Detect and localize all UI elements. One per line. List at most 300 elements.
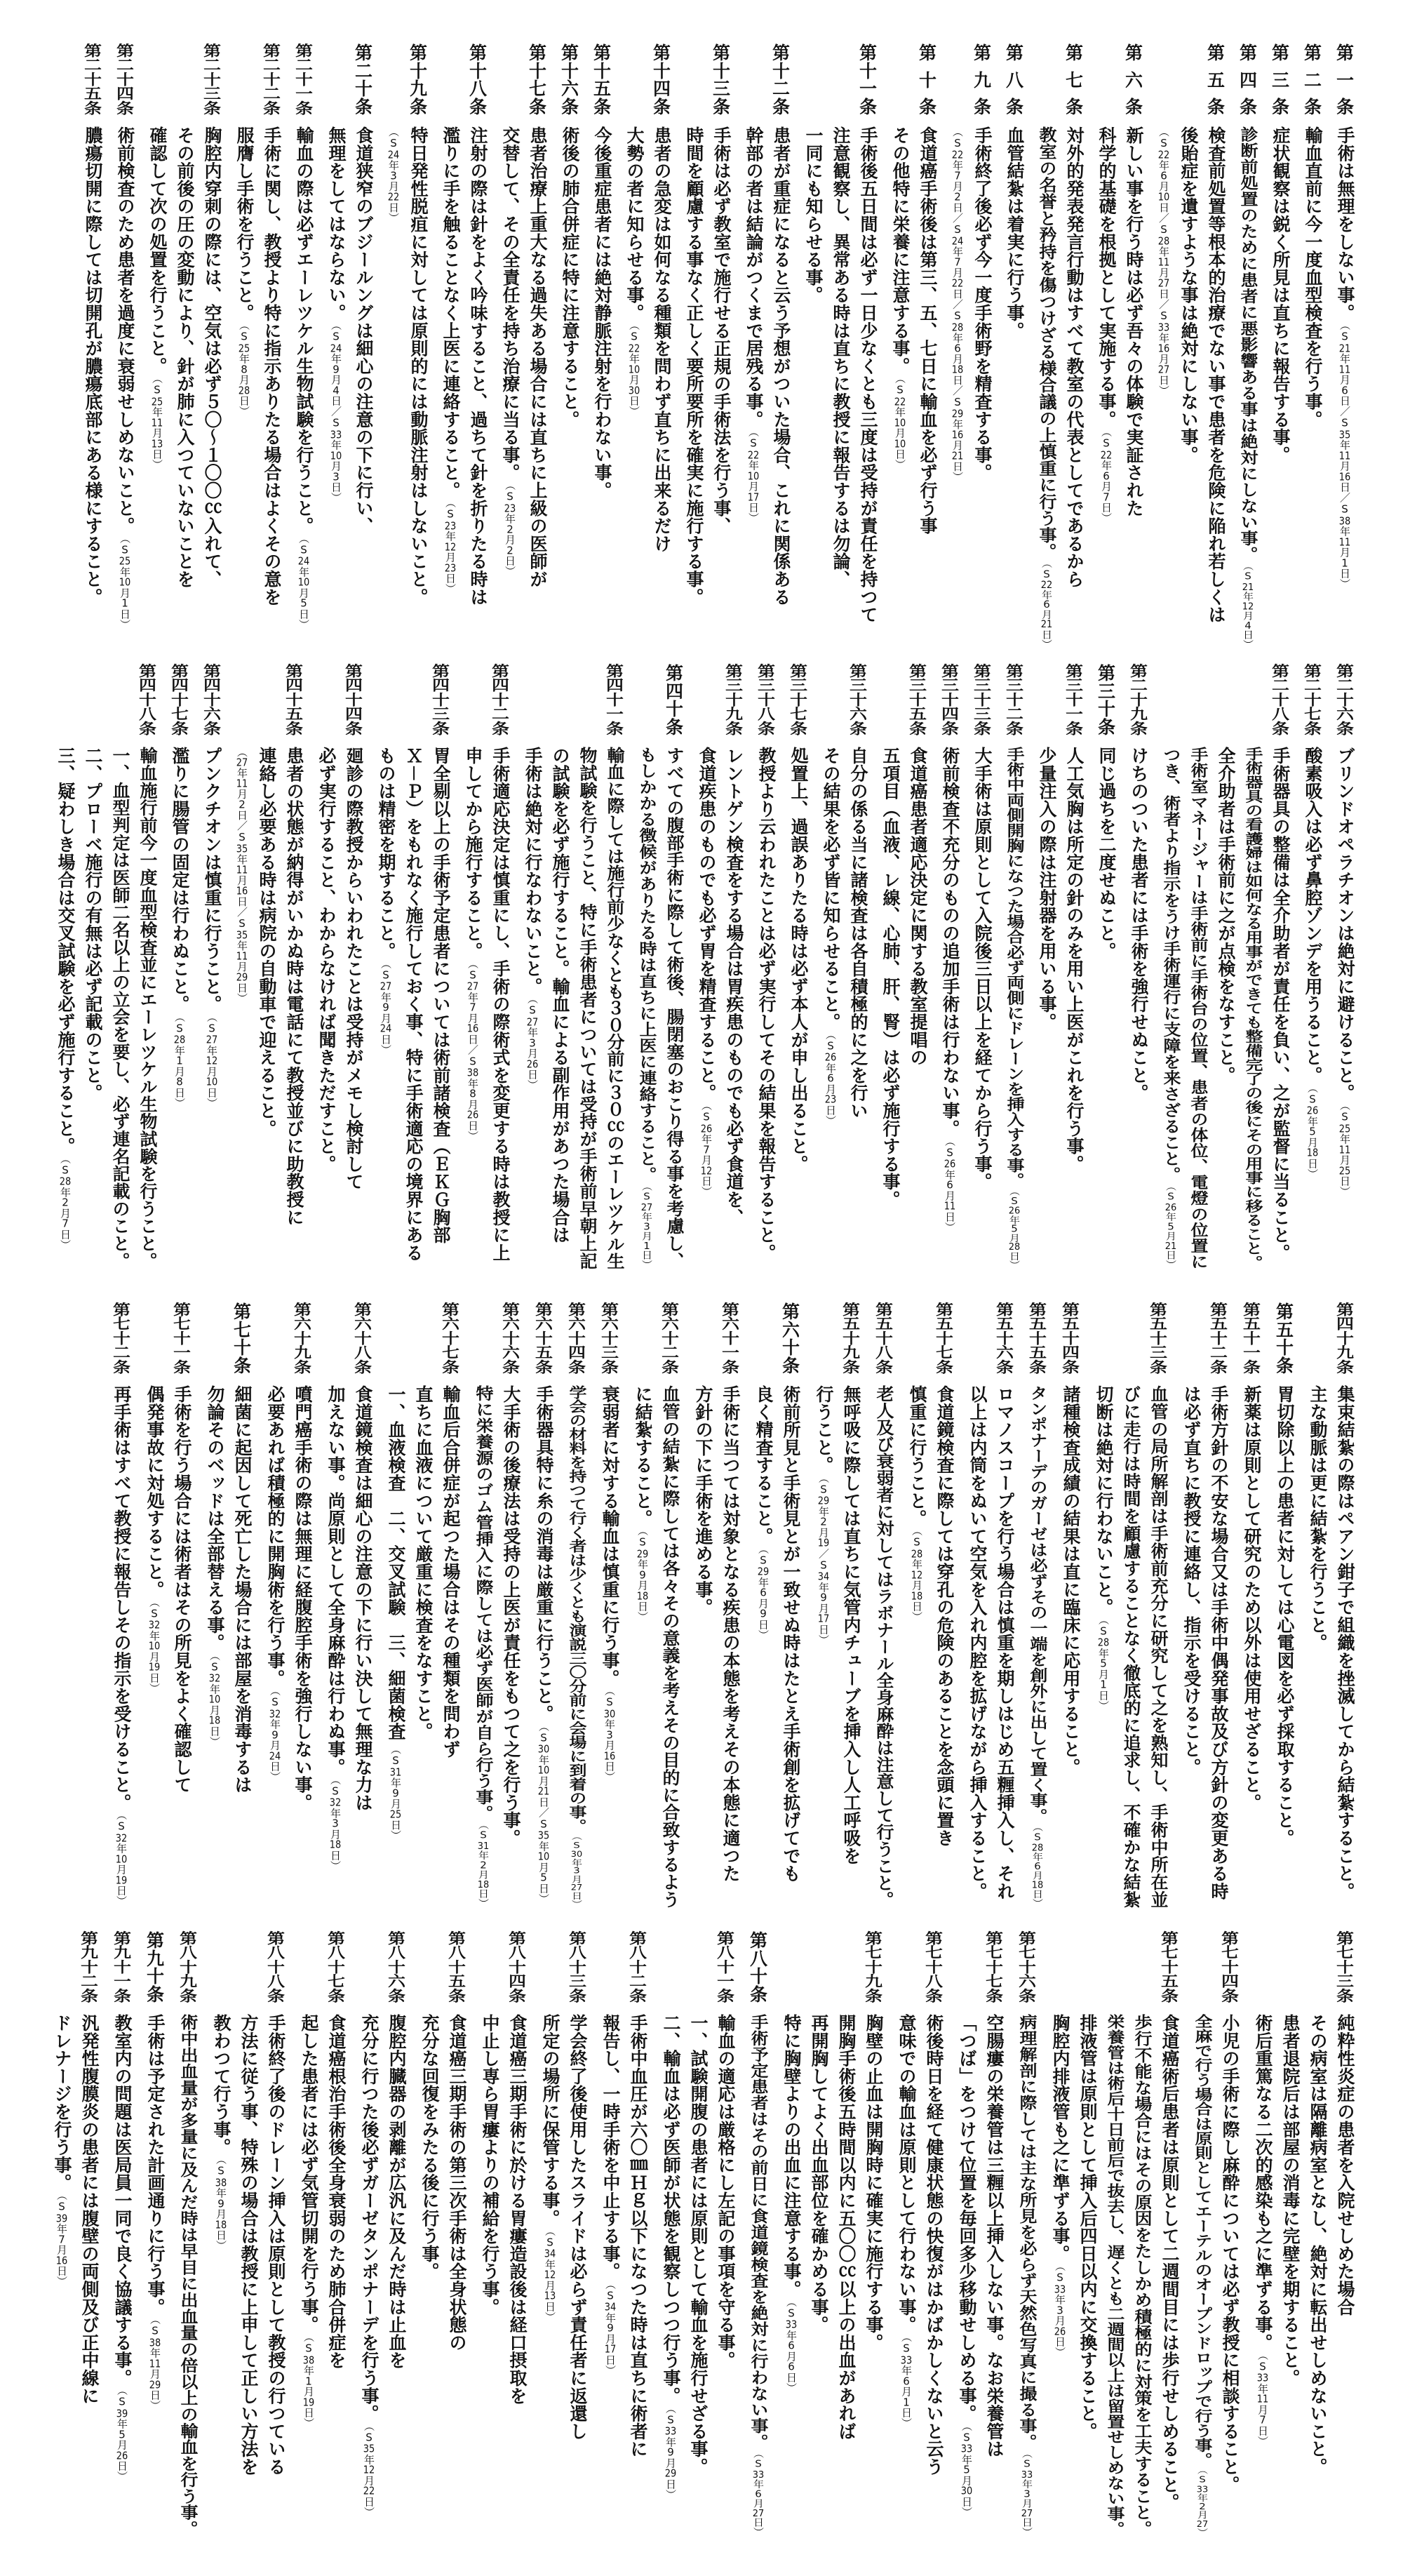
date-token: 6 <box>954 343 961 354</box>
article-line-text: 衰弱者に対する輸血は慎重に行う事。 <box>600 1385 620 1688</box>
date-token: S <box>1242 570 1254 582</box>
revision-date-line <box>231 747 253 1003</box>
article-number-char: 八 <box>180 1944 198 1961</box>
article-line <box>838 1385 865 1864</box>
article-number-char: 五 <box>535 1344 553 1361</box>
article-line-text: 交替して、その全責任を持ち治療に当る事。 <box>500 126 521 481</box>
date-token: 32 <box>115 1832 128 1843</box>
date-token: S <box>1021 2458 1033 2470</box>
article-number-char: 十 <box>180 1958 198 1976</box>
article-line <box>1299 747 1327 1179</box>
date-token: 4 <box>1244 620 1251 630</box>
article-number <box>290 44 318 116</box>
date-token: 26 <box>1164 1202 1177 1213</box>
article-line <box>920 2014 948 2476</box>
date-token: 6 <box>946 1180 953 1191</box>
date-token: 11 <box>944 1201 956 1212</box>
article-line-text: 集束結紮の際はペアン鉗子で組織を挫滅してから結紮すること。 <box>1335 1385 1355 1900</box>
article-number <box>323 1932 350 2003</box>
article-item <box>745 1932 772 2563</box>
article-column <box>991 1303 1019 1935</box>
article-number-char: 十 <box>1066 691 1084 709</box>
article-number-char: 十 <box>432 691 450 709</box>
date-token: 2 <box>480 1860 487 1870</box>
article-number-char: 四 <box>941 705 960 723</box>
article-number-char: 条 <box>203 100 222 117</box>
date-token: S <box>1157 309 1170 322</box>
article-number <box>504 1932 531 2003</box>
date-token: 35 <box>1338 429 1351 440</box>
date-token: 1 <box>121 598 128 609</box>
article-number-char: 六 <box>850 705 868 723</box>
article-line <box>629 1385 657 1622</box>
article-line <box>459 747 487 1141</box>
date-token: 29 <box>236 972 248 982</box>
date-token: S <box>1306 1093 1319 1106</box>
article-line-text: 術中出血量が多量に及んだ時は早目に出血量の倍以上の輸血を行う事。 <box>178 2014 199 2537</box>
article-number-char: 条 <box>294 1359 312 1376</box>
date-token: 28 <box>173 1034 186 1045</box>
article-column <box>530 1303 558 1935</box>
article-item <box>382 1303 464 1935</box>
article-line <box>262 2014 290 2476</box>
article-number <box>76 1932 103 2003</box>
revision-date-line <box>946 126 969 482</box>
article-number-char: 三 <box>1006 677 1024 694</box>
date-token: S <box>148 1607 161 1620</box>
article-number-char: 条 <box>662 1359 680 1376</box>
revision-date: （S33年11月7日） <box>1256 2354 1269 2447</box>
revision-date: （S39年5月26日） <box>116 2390 128 2482</box>
date-token: 7 <box>469 1002 476 1013</box>
article-number-char: 二 <box>113 1344 131 1361</box>
date-token: 18 <box>208 1715 221 1726</box>
article-line-text: 食道疾患のものでも必ず胃を精査すること。 <box>697 747 717 1102</box>
article-column <box>953 1932 981 2563</box>
article-number-char: 第 <box>1066 662 1084 680</box>
article-number-char: 十 <box>875 1330 894 1347</box>
article-number-char: 条 <box>1221 1987 1240 2005</box>
article-column <box>383 1932 410 2563</box>
article-number-char: 十 <box>722 1330 740 1347</box>
article-line-text: 手術は予定された計画通りに行う事。 <box>145 2014 166 2316</box>
date-token: S <box>206 1022 218 1034</box>
article-column <box>107 665 134 1296</box>
date-token: 10 <box>894 417 906 428</box>
article-number <box>1267 662 1294 738</box>
date-token: 9 <box>667 2447 674 2458</box>
article-line <box>833 2014 860 2440</box>
article-line-text: 勿論そのベッドは全部替える事。 <box>205 1385 225 1652</box>
article-number-char: 条 <box>1240 97 1258 117</box>
article-column <box>1212 665 1240 1296</box>
article-number-char: 第 <box>843 1301 861 1319</box>
date-token: S <box>466 1055 479 1068</box>
article-line <box>805 2014 833 2333</box>
article-number-char: 第 <box>875 1301 894 1319</box>
date-token: 8 <box>241 363 248 375</box>
date-token: 6 <box>788 2340 795 2351</box>
article-line <box>350 126 377 535</box>
article-number-char: 九 <box>865 1973 883 1990</box>
date-token: 33 <box>752 2469 765 2480</box>
article-line <box>295 2014 323 2429</box>
article-line <box>1304 2014 1331 2476</box>
date-token: 11 <box>236 778 248 789</box>
article-number-char: 八 <box>1272 705 1290 723</box>
article-number <box>199 662 226 738</box>
article-number-char: 五 <box>1029 1344 1047 1361</box>
date-token: 10 <box>208 1694 221 1704</box>
article-number-char: 十 <box>1276 1337 1294 1359</box>
article-line <box>1001 747 1028 1269</box>
revision-date: （S33年3月27日） <box>1021 2453 1033 2537</box>
article-column <box>981 1932 1008 2563</box>
date-token: S <box>911 1535 923 1549</box>
revision-date: （S33年5月30日） <box>960 2425 973 2518</box>
article-number <box>1093 665 1120 736</box>
article-column <box>497 1303 525 1935</box>
article-line-text: 大勢の者に知らせる事。 <box>624 126 645 322</box>
article-line-text: ロマノスコープを行う場合は慎重を期しはじめ五糎挿入し、それ <box>995 1385 1015 1900</box>
article-number-char: 条 <box>1062 1359 1080 1376</box>
article-line <box>871 1385 898 1908</box>
article-item <box>680 44 735 676</box>
article-line-text: 時間を顧慮する事なく正しく要所要所を確実に施行する事。 <box>684 126 704 606</box>
article-line <box>1331 126 1359 589</box>
article-number-char: 六 <box>662 1316 680 1333</box>
article-line <box>1205 1385 1233 1900</box>
article-number-char: 九 <box>180 1973 198 1990</box>
article-number-char: 第 <box>1272 662 1290 680</box>
article-number-char: 条 <box>936 1359 954 1376</box>
article-column <box>537 1932 564 2563</box>
article-number-char: 七 <box>328 1973 346 1990</box>
date-token: 26 <box>700 1123 713 1134</box>
article-number-char: 一 <box>722 1344 740 1361</box>
article-line-text: 食道癌患者適応決定に関する教室提唱の <box>908 747 928 1067</box>
article-line-text: 一、血液検査 二、交叉試験 三、細菌検査 <box>386 1385 406 1740</box>
article-column <box>470 1303 497 1935</box>
article-line-text: 手術室マネージャーは手術前に手術台の位置、患者の体位、電燈の位置に <box>1188 747 1209 1269</box>
date-token: 8 <box>176 1076 183 1087</box>
article-number <box>563 1303 591 1375</box>
article-line-text: 無理をしてはならない。 <box>326 126 347 322</box>
article-line-text: 一同にも知らせる事。 <box>803 126 824 304</box>
date-token: 19 <box>302 2396 315 2408</box>
article-item <box>817 662 872 1296</box>
article-line-text: 手術に当つては対象となる疾患の本態を考えその本態に適つた <box>720 1385 741 1883</box>
article-line <box>427 747 455 1243</box>
article-column <box>235 1932 262 2563</box>
date-token: 30 <box>537 1744 550 1755</box>
article-number-char: 条 <box>666 716 684 738</box>
article-number-char: 条 <box>286 720 304 738</box>
article-number-char: 条 <box>1207 97 1226 117</box>
article-line-text: 手術終了後必ず今一度手術野を精査する事。 <box>972 126 993 481</box>
revision-date: （S33年3月26日） <box>1054 2266 1066 2358</box>
article-line-text: 手術を行う場合には術者はその所見をよく確認して <box>172 1385 192 1794</box>
article-number-char: 第 <box>1006 43 1024 63</box>
date-token: S <box>466 968 479 982</box>
article-number-char: 十 <box>410 60 428 81</box>
date-token: 28 <box>1097 1637 1110 1648</box>
article-number <box>166 662 194 738</box>
revision-date: （S28年1月8日） <box>173 1016 186 1108</box>
article-number-char: 条 <box>1304 97 1322 117</box>
article-number-char: 十 <box>909 691 927 709</box>
article-number-char: 八 <box>139 705 157 723</box>
article-column <box>624 1932 652 2563</box>
date-token: 32 <box>208 1673 221 1683</box>
date-token: 38 <box>466 1067 479 1079</box>
article-item <box>231 662 308 1296</box>
date-token: 28 <box>911 1548 923 1559</box>
revision-date: （S38年1月19日） <box>302 2337 315 2429</box>
article-number-char: 八 <box>1006 69 1024 91</box>
article-column <box>629 1303 657 1935</box>
article-number-char: 第 <box>203 42 222 60</box>
article-line-text: 噴門癌手術の際は無理に経腹腔手術を強行しない事。 <box>293 1385 313 1812</box>
article-number-char: 条 <box>606 720 624 738</box>
article-line-text: その他特に栄養に注意する事。 <box>890 126 911 375</box>
article-line <box>464 126 492 606</box>
article-line <box>1061 126 1088 588</box>
article-line <box>141 1385 168 1693</box>
article-line-text: 開胸手術後五時間以内に五〇〇㏄以上の出血があれば <box>836 2014 857 2441</box>
date-token: S <box>477 1829 490 1841</box>
article-line-text: もしかかる徴候がありたる時は直ちに上医に連絡すること。 <box>637 747 657 1183</box>
article-number-char: 第 <box>1029 1301 1047 1319</box>
article-number-char: 条 <box>354 1359 372 1376</box>
article-number <box>969 662 996 738</box>
date-token: 11 <box>1338 1144 1351 1155</box>
date-token: 7 <box>58 2234 65 2245</box>
article-item <box>1235 44 1262 676</box>
date-token: S <box>785 2307 798 2320</box>
article-line <box>437 1385 464 1758</box>
article-line-text: 患者治療上重大なる過失ある場合には直ちに上級の医師が <box>528 126 548 588</box>
date-token: 27 <box>466 981 479 992</box>
article-number-char: 第 <box>601 1301 619 1319</box>
article-line <box>546 747 574 1243</box>
article-column <box>112 44 139 676</box>
article-item <box>904 1303 958 1935</box>
article-number-char: 条 <box>865 1987 883 2005</box>
article-line-text: 食道鏡検査は細心の注意の下に行い決して無理な力は <box>353 1385 373 1812</box>
date-token: 1 <box>1341 557 1348 568</box>
revision-date: （S21年12月4日） <box>1242 566 1254 650</box>
article-number-char: 十 <box>725 691 744 709</box>
article-column <box>1001 43 1028 680</box>
article-number-char: 十 <box>772 60 791 81</box>
article-line-text: 確認して次の処置を行うこと。 <box>147 126 168 375</box>
date-token: 22 <box>894 396 906 407</box>
article-column <box>166 662 194 1296</box>
article-column <box>1331 1303 1359 1935</box>
article-line <box>323 126 350 503</box>
article-line-text: 三、疑わしき場合は交叉試験を必ず施行すること。 <box>55 747 76 1155</box>
article-column <box>589 44 616 676</box>
article-number-char: 第 <box>1243 1301 1261 1319</box>
article-line-text: 手術後五日間は必ず一日少なくとも三度は受持が責任を持つて <box>858 126 878 624</box>
article-line <box>322 1385 349 1871</box>
article-number-char: 条 <box>1006 97 1024 117</box>
article-item <box>537 1932 591 2563</box>
revision-date: （S27年12月10日） <box>206 1016 218 1108</box>
article-column <box>596 1303 624 1935</box>
article-number-char: 三 <box>1066 677 1084 694</box>
date-token: 7 <box>703 1144 710 1155</box>
article-number <box>383 1932 410 2003</box>
article-number-char: 十 <box>388 1958 406 1976</box>
article-number-char: 第 <box>113 1301 131 1319</box>
article-column <box>208 1932 235 2563</box>
article-number-char: 十 <box>859 60 878 81</box>
article-number-char: 第 <box>725 662 744 680</box>
article-number <box>1024 1303 1052 1375</box>
article-number-char: 二 <box>629 1973 647 1990</box>
article-number-char: 五 <box>1210 1316 1228 1333</box>
article-column <box>175 1932 202 2563</box>
article-number-char: 第 <box>354 1301 372 1319</box>
article-column <box>356 1932 383 2563</box>
article-number-char: 条 <box>1006 720 1024 738</box>
article-number-char: 八 <box>354 1344 372 1361</box>
article-line-text: その前後の圧の変動により、針が肺に入つていないことを <box>175 126 195 588</box>
date-token: S <box>119 543 131 556</box>
revision-date-column <box>231 665 253 1296</box>
article-column <box>904 662 932 1296</box>
article-line <box>981 2014 1008 2458</box>
date-token: 27 <box>1021 2508 1033 2518</box>
article-line-text: ドレナージを行う事。 <box>52 2014 72 2191</box>
date-token: 22 <box>387 192 400 202</box>
article-line-text: 手術は必ず教室で施行せる正規の手術法を行う事、 <box>711 126 732 535</box>
article-line-text: 科学的基礎を根拠として実施する事。 <box>1096 126 1117 429</box>
article-item <box>753 662 780 1296</box>
article-line <box>144 126 171 470</box>
date-token: 30 <box>603 1708 616 1719</box>
article-number-char: 条 <box>1336 720 1355 738</box>
date-token: 8 <box>469 1088 476 1100</box>
date-token: 12 <box>1242 601 1254 611</box>
date-token: 12 <box>700 1165 713 1176</box>
article-number-char: 八 <box>629 1944 647 1961</box>
date-token: 1 <box>1100 1679 1107 1690</box>
article-item <box>476 1932 531 2563</box>
article-column <box>833 1932 860 2563</box>
article-line <box>777 1385 805 1882</box>
article-number-char: 条 <box>410 96 428 117</box>
article-column <box>231 44 258 676</box>
article-line-text: 諸種検査成績の結果は直に臨床に応用すること。 <box>1061 1385 1081 1776</box>
article-number-char: 条 <box>986 1987 1004 2005</box>
article-number-char: 九 <box>294 1344 312 1361</box>
article-line-text: 中止し専ら胃瘻よりの補給を行う事。 <box>480 2014 500 2316</box>
article-number-char: 条 <box>1019 1987 1037 2005</box>
article-number-char: 五 <box>84 85 102 102</box>
article-number-char: 三 <box>1272 69 1290 91</box>
article-number-char: 八 <box>267 1944 286 1961</box>
date-token: S <box>444 507 457 521</box>
article-line <box>810 1385 838 1645</box>
date-token: 34 <box>817 1571 830 1582</box>
article-line <box>48 2014 76 2287</box>
article-item <box>208 1932 290 2563</box>
article-column <box>1331 43 1359 680</box>
revision-date: （S29年6月9日） <box>757 1548 770 1641</box>
article-number <box>745 1932 772 2003</box>
date-token: 16 <box>236 886 248 896</box>
article-number-char: 条 <box>1243 1359 1261 1376</box>
article-item <box>1331 662 1359 1296</box>
date-token: 10 <box>115 1853 128 1864</box>
article-column <box>1238 1303 1266 1935</box>
date-token: 3 <box>529 1037 536 1048</box>
date-token: 38 <box>1338 515 1351 526</box>
article-number-char: 条 <box>782 1355 800 1376</box>
article-number-char: 六 <box>782 1319 800 1340</box>
article-number-char: 三 <box>850 677 868 694</box>
article-number-char: 第 <box>469 43 488 63</box>
article-number-char: 条 <box>772 96 791 117</box>
article-line-text: 特日発性脱疽に対しては原則的には動脈注射はしないこと。 <box>408 126 429 606</box>
revision-date: （S23年12月23日） <box>444 502 457 594</box>
revision-date: （S25年10月1日） <box>119 538 131 630</box>
article-number-char: 条 <box>601 1359 619 1376</box>
article-number <box>1014 1932 1041 2003</box>
article-number-char: 条 <box>116 100 135 117</box>
article-number-char: 第 <box>355 43 373 63</box>
article-number-char: 一 <box>717 1973 735 1990</box>
date-token: 9 <box>271 1729 278 1740</box>
revision-date: （S39年7月16日） <box>55 2195 68 2287</box>
date-token: 7 <box>1259 2415 1266 2426</box>
article-line-text: 食道鏡検査に際しては穿孔の危険のあることを念頭に置き <box>934 1385 955 1847</box>
article-number <box>199 44 226 116</box>
article-line-text: 人工気胸は所定の針のみを用い上医がこれを行う事。 <box>1064 747 1085 1173</box>
article-column <box>350 44 377 676</box>
article-column <box>887 44 914 676</box>
date-token: 5 <box>540 1872 547 1883</box>
article-number-char: 七 <box>1161 1944 1179 1961</box>
article-line-text: ものは精密を期すること。 <box>376 747 396 960</box>
article-column <box>563 1303 591 1935</box>
article-column <box>1001 662 1028 1296</box>
article-item <box>1001 662 1028 1296</box>
date-token: S <box>1054 2271 1066 2284</box>
article-column <box>323 1932 350 2563</box>
article-number-char: 七 <box>1336 1944 1355 1961</box>
date-token: S <box>951 309 964 322</box>
article-line <box>201 1385 229 1747</box>
article-number-char: 四 <box>171 677 189 694</box>
article-number-char: 十 <box>354 1330 372 1347</box>
article-number <box>1299 662 1327 738</box>
article-column <box>1202 44 1230 676</box>
article-number-char: 二 <box>1210 1344 1228 1361</box>
revision-date: （S34年9月17日） <box>604 2283 617 2375</box>
article-line <box>964 1385 991 1900</box>
article-column <box>253 665 281 1296</box>
article-number-char: 二 <box>295 57 314 74</box>
article-number <box>427 662 455 738</box>
article-number-char: 十 <box>919 69 937 91</box>
article-number <box>838 1303 865 1375</box>
article-number-char: 十 <box>1304 691 1322 709</box>
date-token: 28 <box>59 1176 72 1187</box>
